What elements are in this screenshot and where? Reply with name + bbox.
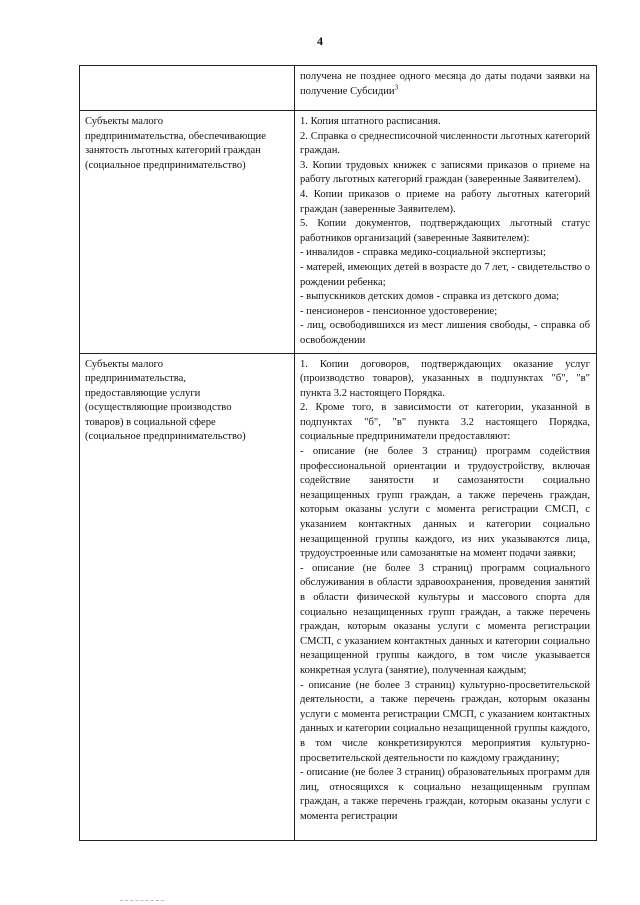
footnote-ref: 3 [394, 83, 399, 92]
document-item: - лиц, освободившихся из мест лишения свободы, - справка об освобождении [300, 320, 590, 346]
document-item: 5. Копии документов, подтверждающих льготный статус работников организаций (заверенные Заявителем): [300, 218, 590, 244]
document-item: 1. Копия штатного расписания. [300, 116, 441, 127]
documents-cell [295, 111, 597, 354]
document-item: - описание (не более 3 страниц) образовательных программ для лиц, относящихся к социально незащищенным группам граждан, а также перечень граждан, которым оказаны услуги с момента регистрации [300, 767, 590, 822]
table-row [80, 353, 597, 840]
category-line: занятость льготных категорий граждан [85, 145, 261, 157]
category-line: (социальное предпринимательство) [85, 159, 246, 171]
category-line: (социальное предпринимательство) [85, 431, 246, 443]
category-line: Субъекты малого [85, 116, 164, 127]
document-item: - описание (не более 3 страниц) культурно-просветительской деятельности, а также перечень граждан, которым оказаны услуги с момента регистрации СМСП, с указанием контактных данных и категории социально незащищенной группы каждого, в том числе конкретизируются мероприятия культурно-просветительской деятельности по каждому гражданину; [300, 679, 590, 764]
table-row [80, 66, 597, 111]
documents-cell [295, 66, 597, 111]
document-item: 2. Справка о среднесписочной численности льготных категорий граждан. [300, 130, 590, 157]
category-line: предпринимательства, [85, 373, 186, 385]
document-item: - инвалидов - справка медико-социальной экспертизы; [300, 247, 546, 259]
category-line: (осуществляющие производство [85, 402, 232, 414]
category-line: Субъекты малого [85, 358, 164, 370]
category-cell [80, 353, 295, 840]
document-item: - описание (не более 3 страниц) программ социального обслуживания в области здравоохранения, проведения занятий в области физической культуры и массового спорта для социально незащищенных групп граждан, а также перечень граждан, которым оказаны услуги с момента регистрации СМСП, с указанием контактных данных и категории социально незащищенной группы каждого, в том числе указывается конкретная услуга (занятие), полученная каждым; [300, 562, 590, 676]
document-item: - пенсионеров - пенсионное удостоверение; [300, 305, 498, 317]
table-row [80, 111, 597, 354]
continuation-text: получена не позднее одного месяца до даты подачи заявки на получение Субсидии [300, 71, 590, 97]
documents-table [79, 65, 597, 841]
category-line: товаров) в социальной сфере [85, 416, 216, 428]
document-item: - выпускников детских домов - справка из детского дома; [300, 291, 560, 303]
document-item: 1. Копии договоров, подтверждающих оказание услуг (производство товаров), указанных в подпунктах "б", "в" пункта 3.2 настоящего Порядка. [300, 358, 590, 399]
document-item: - описание (не более 3 страниц) программ содействия профессиональной ориентации и трудоустройству, включая содействие занятости и самозанятости социально незащищенных групп граждан, а также перечень граждан, которым оказаны услуги с момента регистрации СМСП, с указанием контактных данных и категории социально незащищенной группы каждого, из них указываются лица, трудоустроенные или самозанятые на момент подачи заявки; [300, 446, 590, 560]
document-item: 4. Копии приказов о приеме на работу льготных категорий граждан (заверенные Заявителем). [300, 188, 590, 215]
scan-artifact [120, 900, 164, 902]
category-cell [80, 111, 295, 354]
document-item: - матерей, имеющих детей в возрасте до 7 лет, - свидетельство о рождении ребенка; [300, 261, 590, 288]
category-cell [80, 66, 295, 111]
document-item: 3. Копии трудовых книжек с записями приказов о приеме на работу льготных категорий граждан (заверенные Заявителем). [300, 159, 590, 186]
category-line: предоставляющие услуги [85, 387, 201, 399]
document-item: 2. Кроме того, в зависимости от категории, указанной в подпунктах "б", "в" пункта 3.2 настоящего Порядка, социальные предприниматели предоставляют: [300, 402, 590, 443]
category-line: предпринимательства, обеспечивающие [85, 130, 266, 142]
documents-cell [295, 353, 597, 840]
page-number: 4 [317, 34, 323, 48]
